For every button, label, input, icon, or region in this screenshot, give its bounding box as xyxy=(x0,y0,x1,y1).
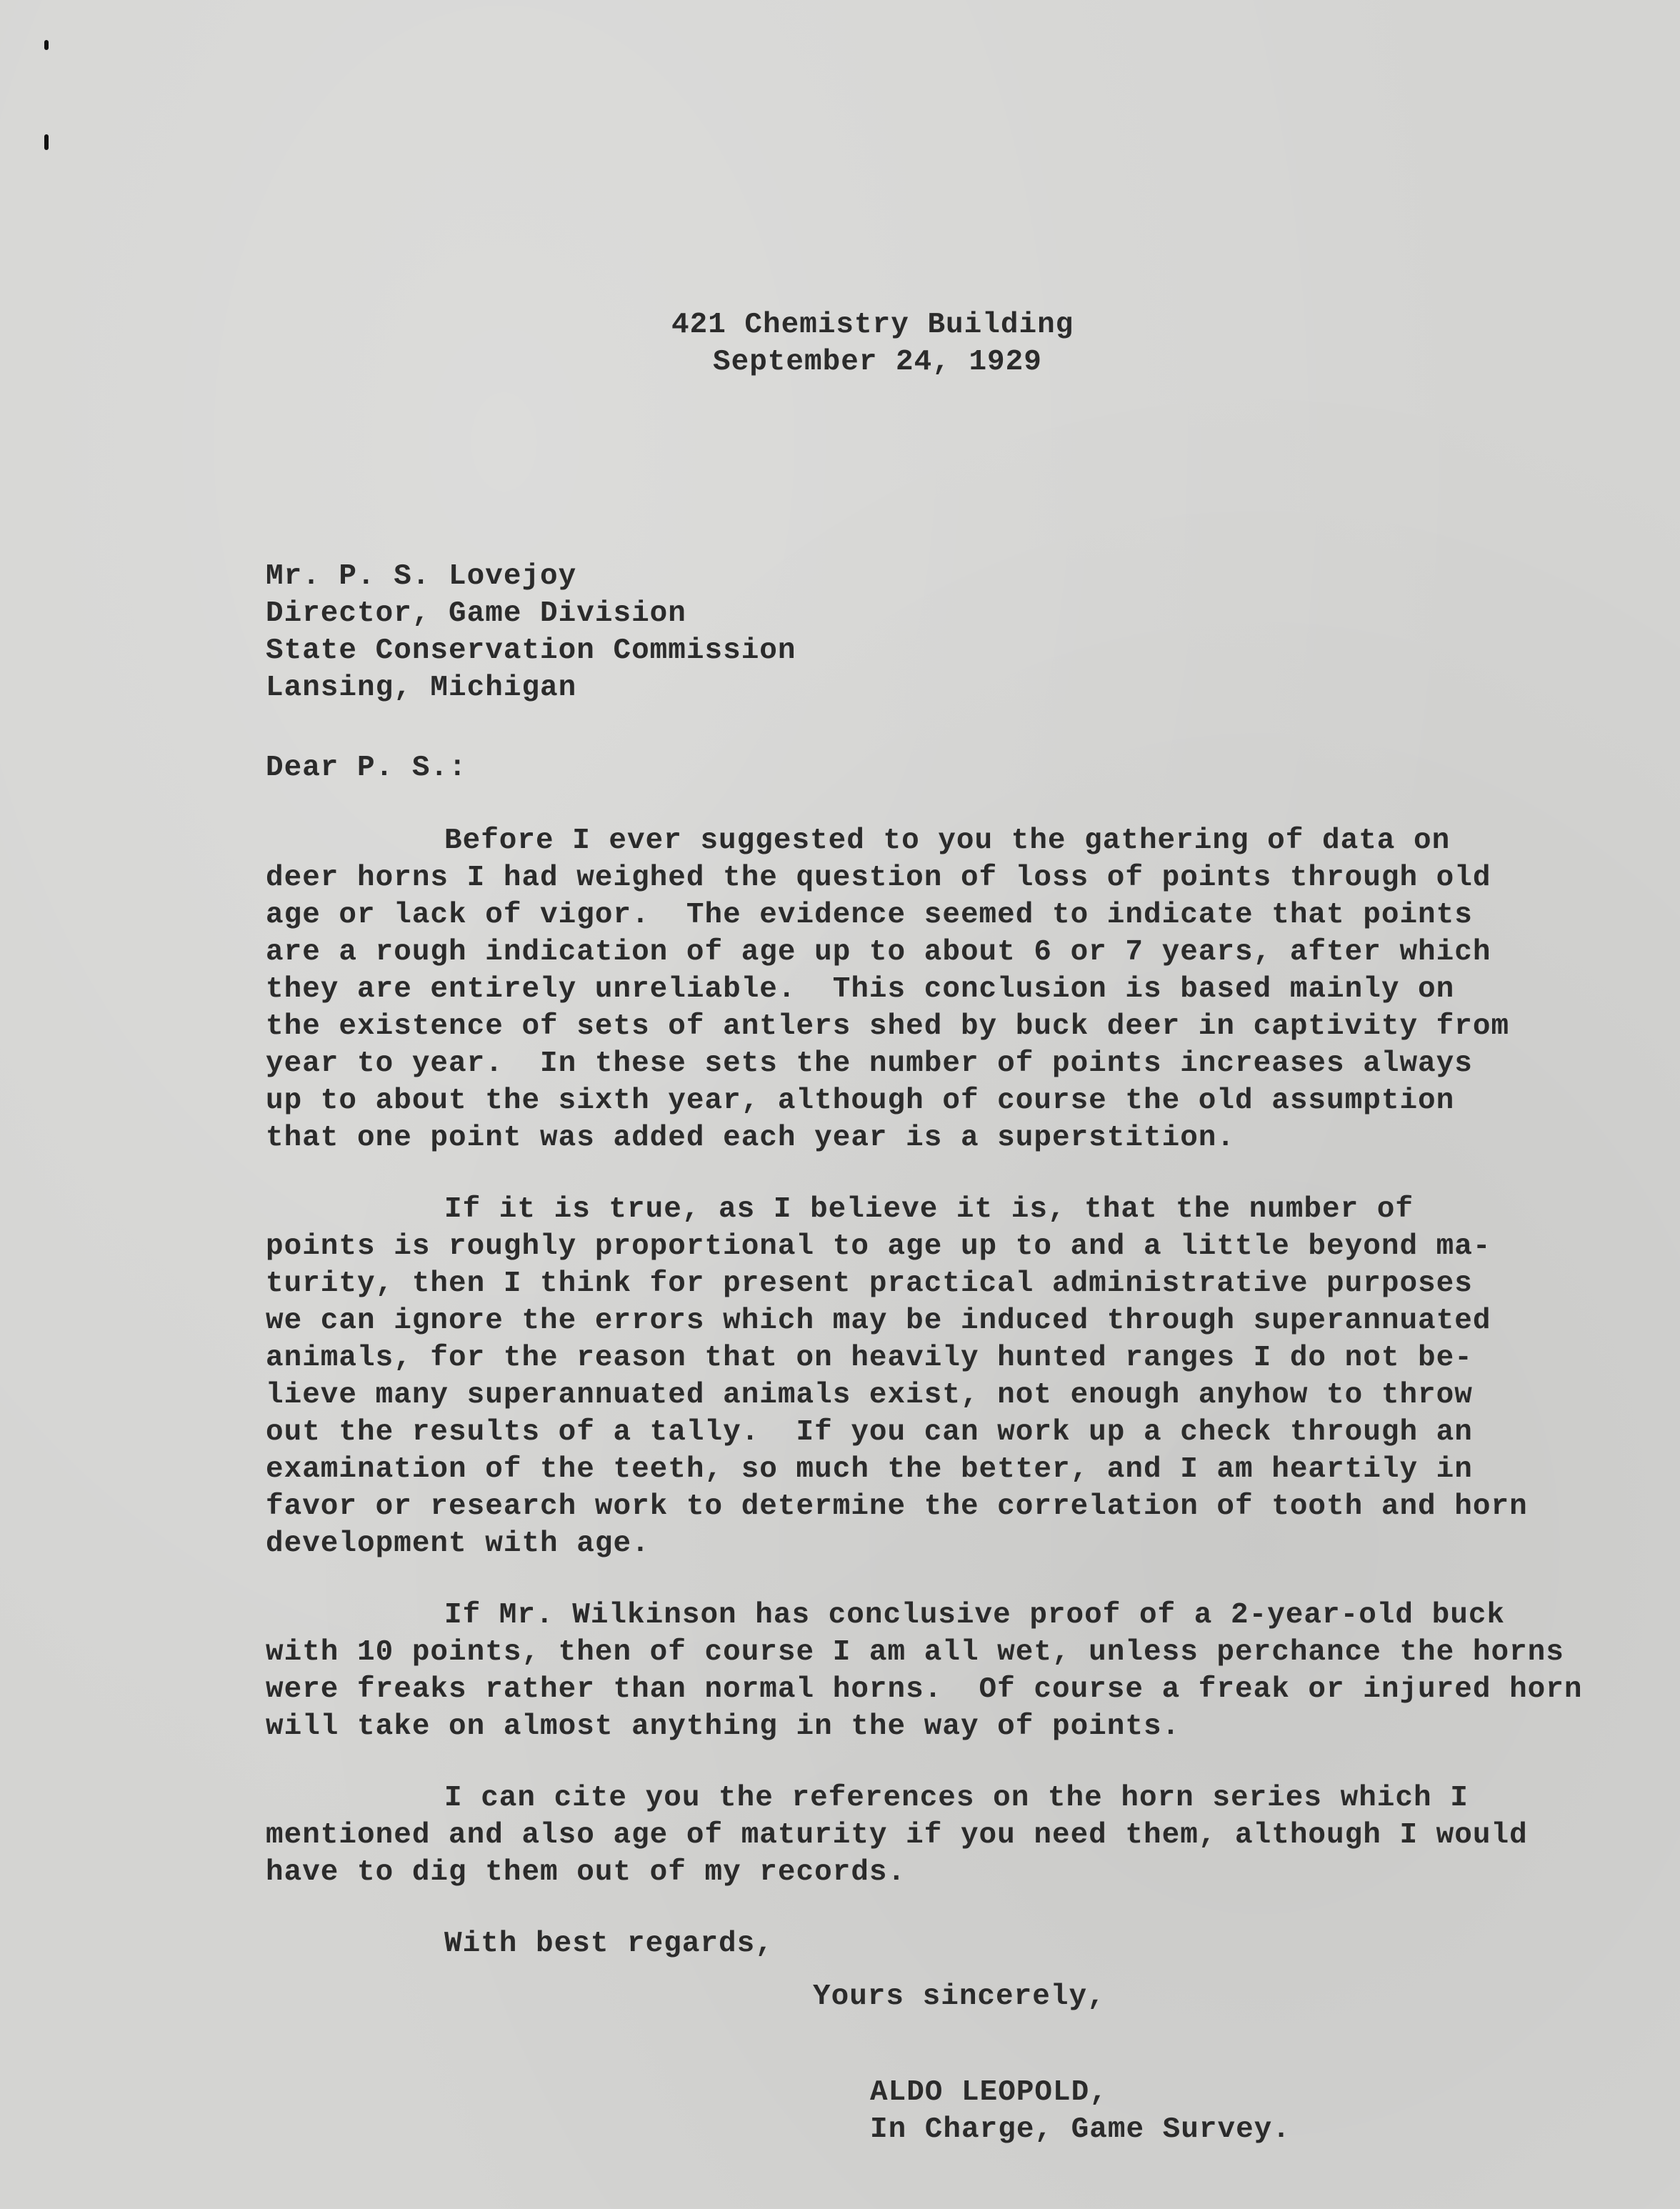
body-line: deer horns I had weighed the question of loss of points through old xyxy=(266,862,1491,894)
body-line: with 10 points, then of course I am all wet, unless perchance the horns xyxy=(266,1636,1564,1669)
body-line: development with age. xyxy=(266,1527,650,1560)
body-line: that one point was added each year is a superstition. xyxy=(266,1122,1236,1155)
complimentary-close: Yours sincerely, xyxy=(813,1980,1106,2013)
body-line: age or lack of vigor. The evidence seemed to indicate that points xyxy=(266,899,1473,932)
recipient-title: Director, Game Division xyxy=(266,597,686,630)
body-line: favor or research work to determine the correlation of tooth and horn xyxy=(266,1490,1528,1523)
body-line: we can ignore the errors which may be induced through superannuated xyxy=(266,1305,1491,1337)
recipient-organization: State Conservation Commission xyxy=(266,634,796,667)
body-line: up to about the sixth year, although of course the old assumption xyxy=(266,1084,1455,1117)
body-line: points is roughly proportional to age up to and a little beyond ma- xyxy=(266,1230,1491,1263)
sender-address: 421 Chemistry Building xyxy=(671,309,1074,341)
body-line: turity, then I think for present practical administrative purposes xyxy=(266,1267,1473,1300)
signature-name: ALDO LEOPOLD, xyxy=(870,2076,1108,2109)
margin-mark xyxy=(44,134,49,150)
body-line: will take on almost anything in the way of points. xyxy=(266,1710,1181,1743)
body-line: they are entirely unreliable. This conclusion is based mainly on xyxy=(266,973,1455,1006)
body-line: animals, for the reason that on heavily hunted ranges I do not be- xyxy=(266,1342,1473,1375)
regards: With best regards, xyxy=(444,1928,774,1960)
body-line: out the results of a tally. If you can work up a check through an xyxy=(266,1416,1473,1449)
body-line: If Mr. Wilkinson has conclusive proof of a 2-year-old buck xyxy=(444,1599,1506,1632)
body-line: were freaks rather than normal horns. Of course a freak or injured horn xyxy=(266,1673,1583,1706)
body-line: If it is true, as I believe it is, that the number of xyxy=(444,1193,1414,1226)
body-line: are a rough indication of age up to about 6 or 7 years, after which xyxy=(266,936,1491,969)
body-line: examination of the teeth, so much the better, and I am heartily in xyxy=(266,1453,1473,1486)
signature-title: In Charge, Game Survey. xyxy=(870,2113,1291,2146)
body-line: Before I ever suggested to you the gathering of data on xyxy=(444,824,1451,857)
recipient-name: Mr. P. S. Lovejoy xyxy=(266,560,577,593)
body-line: year to year. In these sets the number of points increases always xyxy=(266,1047,1473,1080)
body-line: the existence of sets of antlers shed by buck deer in captivity from xyxy=(266,1010,1510,1043)
body-line: have to dig them out of my records. xyxy=(266,1856,906,1889)
letter-date: September 24, 1929 xyxy=(713,346,1042,379)
body-line: lieve many superannuated animals exist, not enough anyhow to throw xyxy=(266,1379,1473,1412)
body-line: I can cite you the references on the horn series which I xyxy=(444,1782,1469,1815)
margin-mark xyxy=(44,40,49,50)
body-line: mentioned and also age of maturity if you need them, although I would xyxy=(266,1819,1528,1852)
salutation: Dear P. S.: xyxy=(266,752,467,784)
recipient-location: Lansing, Michigan xyxy=(266,672,577,704)
